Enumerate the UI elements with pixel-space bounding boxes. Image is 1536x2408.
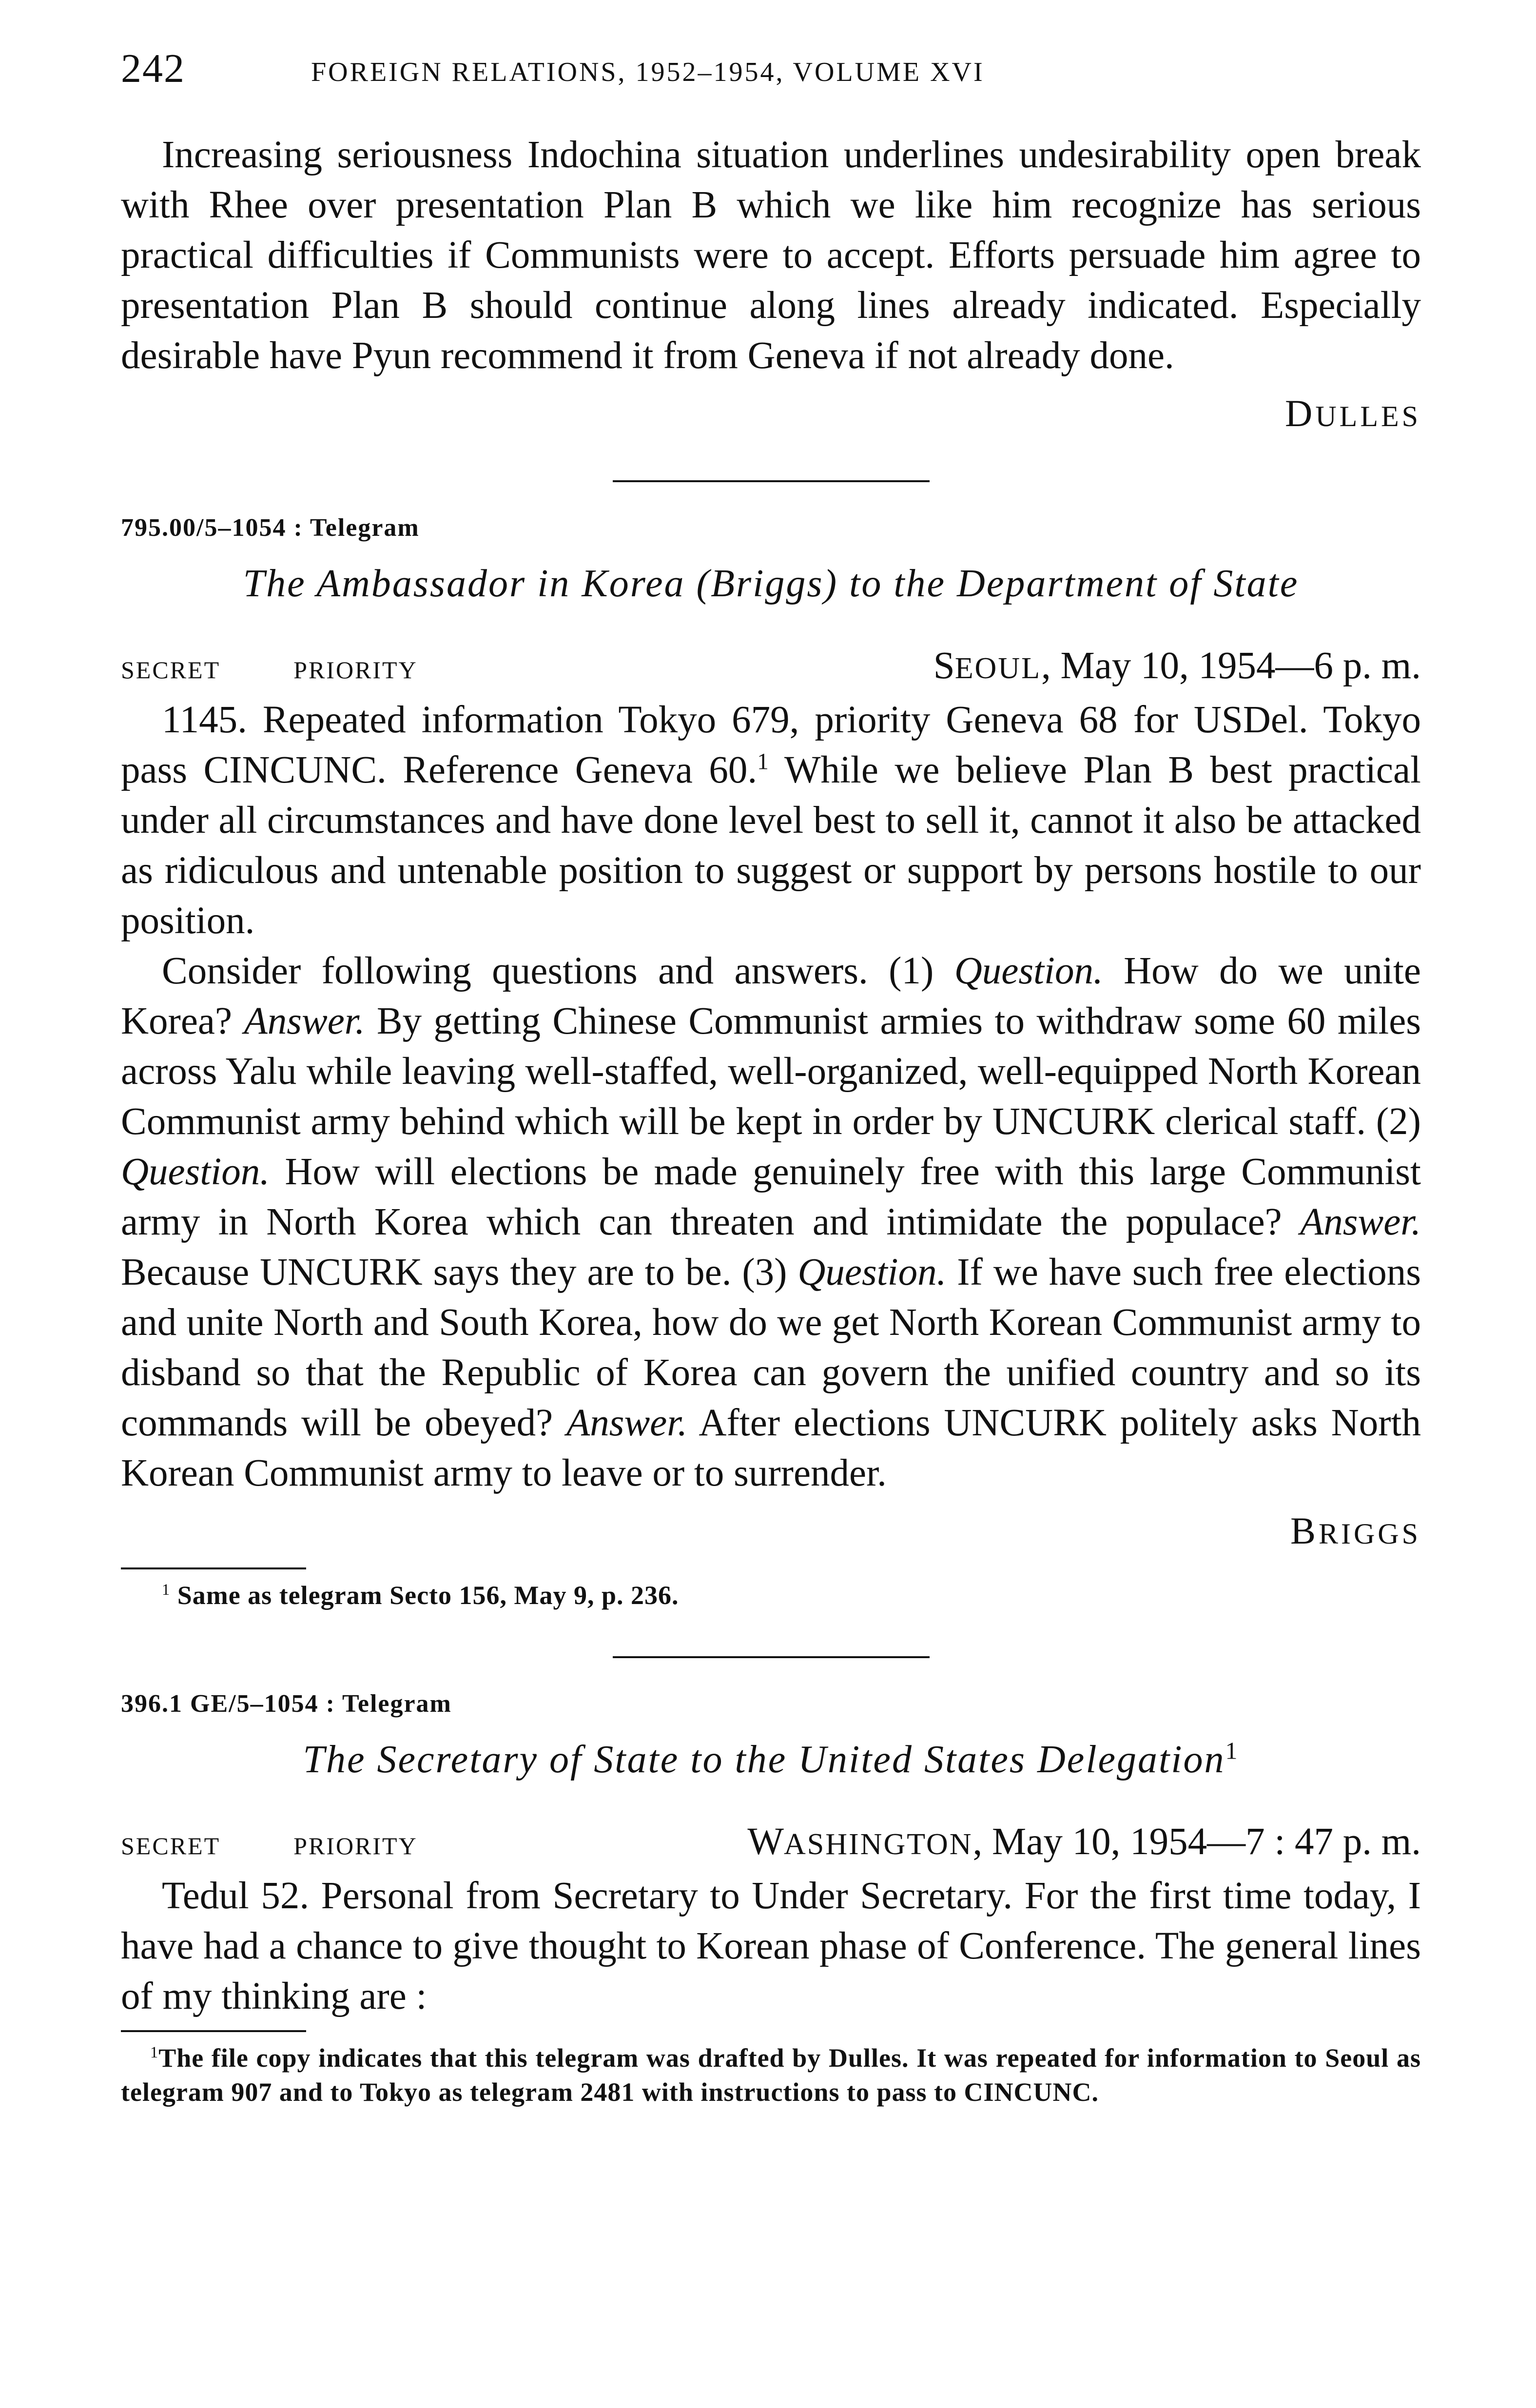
footnote-ref-marker: 1 — [757, 749, 769, 775]
signature-briggs-rest: RIGGS — [1318, 1518, 1421, 1550]
question-3: If we have such free elections and unite North and South Korea, how do we get North Korean Communist army to disband so that the Republic of Korea can govern the unified country and so its commands will be obeyed? — [121, 1251, 1421, 1444]
page-content — [121, 130, 1421, 2109]
file-reference: 396.1 GE/5–1054 : Telegram — [121, 1690, 452, 1718]
telegram-paragraph-1 — [121, 695, 1421, 946]
signature-briggs-initial: B — [1290, 1509, 1319, 1552]
signature-dulles — [121, 392, 1421, 438]
question-1: How do we unite Korea? — [121, 950, 1421, 1042]
continued-paragraph: Increasing seriousness Indochina situation underlines undesirability open break with Rhee over presentation Plan B which we like him recognize has serious practical difficulties if Communists were to accept. Efforts persuade him agree to presentation Plan B should continue along lines already indicated. Especially desirable have Pyun recommend it from Geneva if not already done. — [121, 134, 1421, 377]
classification-label: SECRET — [121, 1832, 221, 1860]
signature-dulles-initial: D — [1285, 392, 1316, 434]
signature-dulles-rest: ULLES — [1315, 400, 1421, 432]
document-title: The Ambassador in Korea (Briggs) to the Department of State — [243, 562, 1299, 605]
dateline-place-initial: W — [747, 1821, 784, 1863]
question-label: Question. — [121, 1151, 270, 1193]
footnote-1 — [121, 1578, 1421, 1612]
telegram-paragraph-2 — [121, 946, 1421, 1498]
answer-1: By getting Chinese Communist armies to withdraw some 60 miles across Yalu while leaving well-staffed, well-organized, well-equipped North Korean Communist army behind which will be kept in order by UNCURK clerical staff. (2) — [121, 1000, 1421, 1143]
title-footnote-marker: 1 — [1225, 1737, 1239, 1764]
running-head: FOREIGN RELATIONS, 1952–1954, VOLUME XVI — [311, 57, 985, 87]
answer-3: After elections UNCURK politely asks North Korean Communist army to leave or to surrender. — [121, 1402, 1421, 1494]
telegram-p1-part-b: While we believe Plan B best practical under all circumstances and have done level best to sell it, cannot it also be attacked as ridiculous and untenable position to suggest or support by persons hostile to our position. — [121, 749, 1421, 942]
page-header — [121, 45, 1421, 98]
question-label: Question. — [797, 1251, 947, 1293]
telegram-paragraph: Tedul 52. Personal from Secretary to Under Secretary. For the first time today, I have had a chance to give thought to Korean phase of Conference. The general lines of my thinking are : — [121, 1875, 1421, 2017]
dateline-date: , May 10, 1954—7 : 47 p. m. — [972, 1821, 1421, 1863]
answer-label: Answer. — [244, 1000, 365, 1042]
section-divider — [613, 1656, 930, 1658]
answer-label: Answer. — [1300, 1201, 1421, 1243]
question-2: How will elections be made genuinely free with this large Communist army in North Korea which can threaten and intimidate the populace? — [121, 1151, 1421, 1243]
dateline-place: ASHINGTON — [784, 1828, 973, 1861]
dateline-place: EOUL — [954, 652, 1041, 685]
dateline-place-initial: S — [933, 645, 955, 687]
priority-label: PRIORITY — [293, 656, 418, 684]
telegram-p1-part-a: 1145. Repeated information Tokyo 679, priority Geneva 68 for USDel. Tokyo pass CINCUNC. Reference Geneva 60. — [121, 699, 1421, 791]
footnote-rule — [121, 1567, 306, 1569]
document-title — [121, 1738, 1421, 1782]
section-divider — [613, 480, 930, 482]
footnote-text: The file copy indicates that this telegram was drafted by Dulles. It was repeated for information to Seoul as telegram 907 and to Tokyo as telegram 2481 with instructions to pass to CINCUNC. — [121, 2043, 1421, 2107]
priority-label: PRIORITY — [293, 1832, 418, 1860]
document-title-text: The Secretary of State to the United States Delegation — [303, 1738, 1225, 1781]
question-label: Question. — [954, 950, 1103, 992]
answer-label: Answer. — [566, 1402, 687, 1444]
dateline — [933, 644, 1421, 688]
signature-briggs — [121, 1509, 1421, 1556]
dateline-date: , May 10, 1954—6 p. m. — [1041, 645, 1421, 687]
footnote-2 — [121, 2041, 1421, 2109]
classification-line — [121, 1820, 1421, 1867]
footnote-rule — [121, 2030, 306, 2032]
footnote-text: Same as telegram Secto 156, May 9, p. 236. — [170, 1581, 679, 1610]
dateline — [747, 1820, 1421, 1864]
page-number: 242 — [121, 46, 185, 91]
file-reference: 795.00/5–1054 : Telegram — [121, 514, 420, 542]
classification-line — [121, 644, 1421, 691]
answer-2: Because UNCURK says they are to be. (3) — [121, 1251, 798, 1293]
footnote-marker: 1 — [150, 2044, 159, 2061]
footnote-marker: 1 — [162, 1581, 171, 1599]
telegram-p2-intro: Consider following questions and answers. (1) — [162, 950, 954, 992]
classification-label: SECRET — [121, 656, 221, 684]
